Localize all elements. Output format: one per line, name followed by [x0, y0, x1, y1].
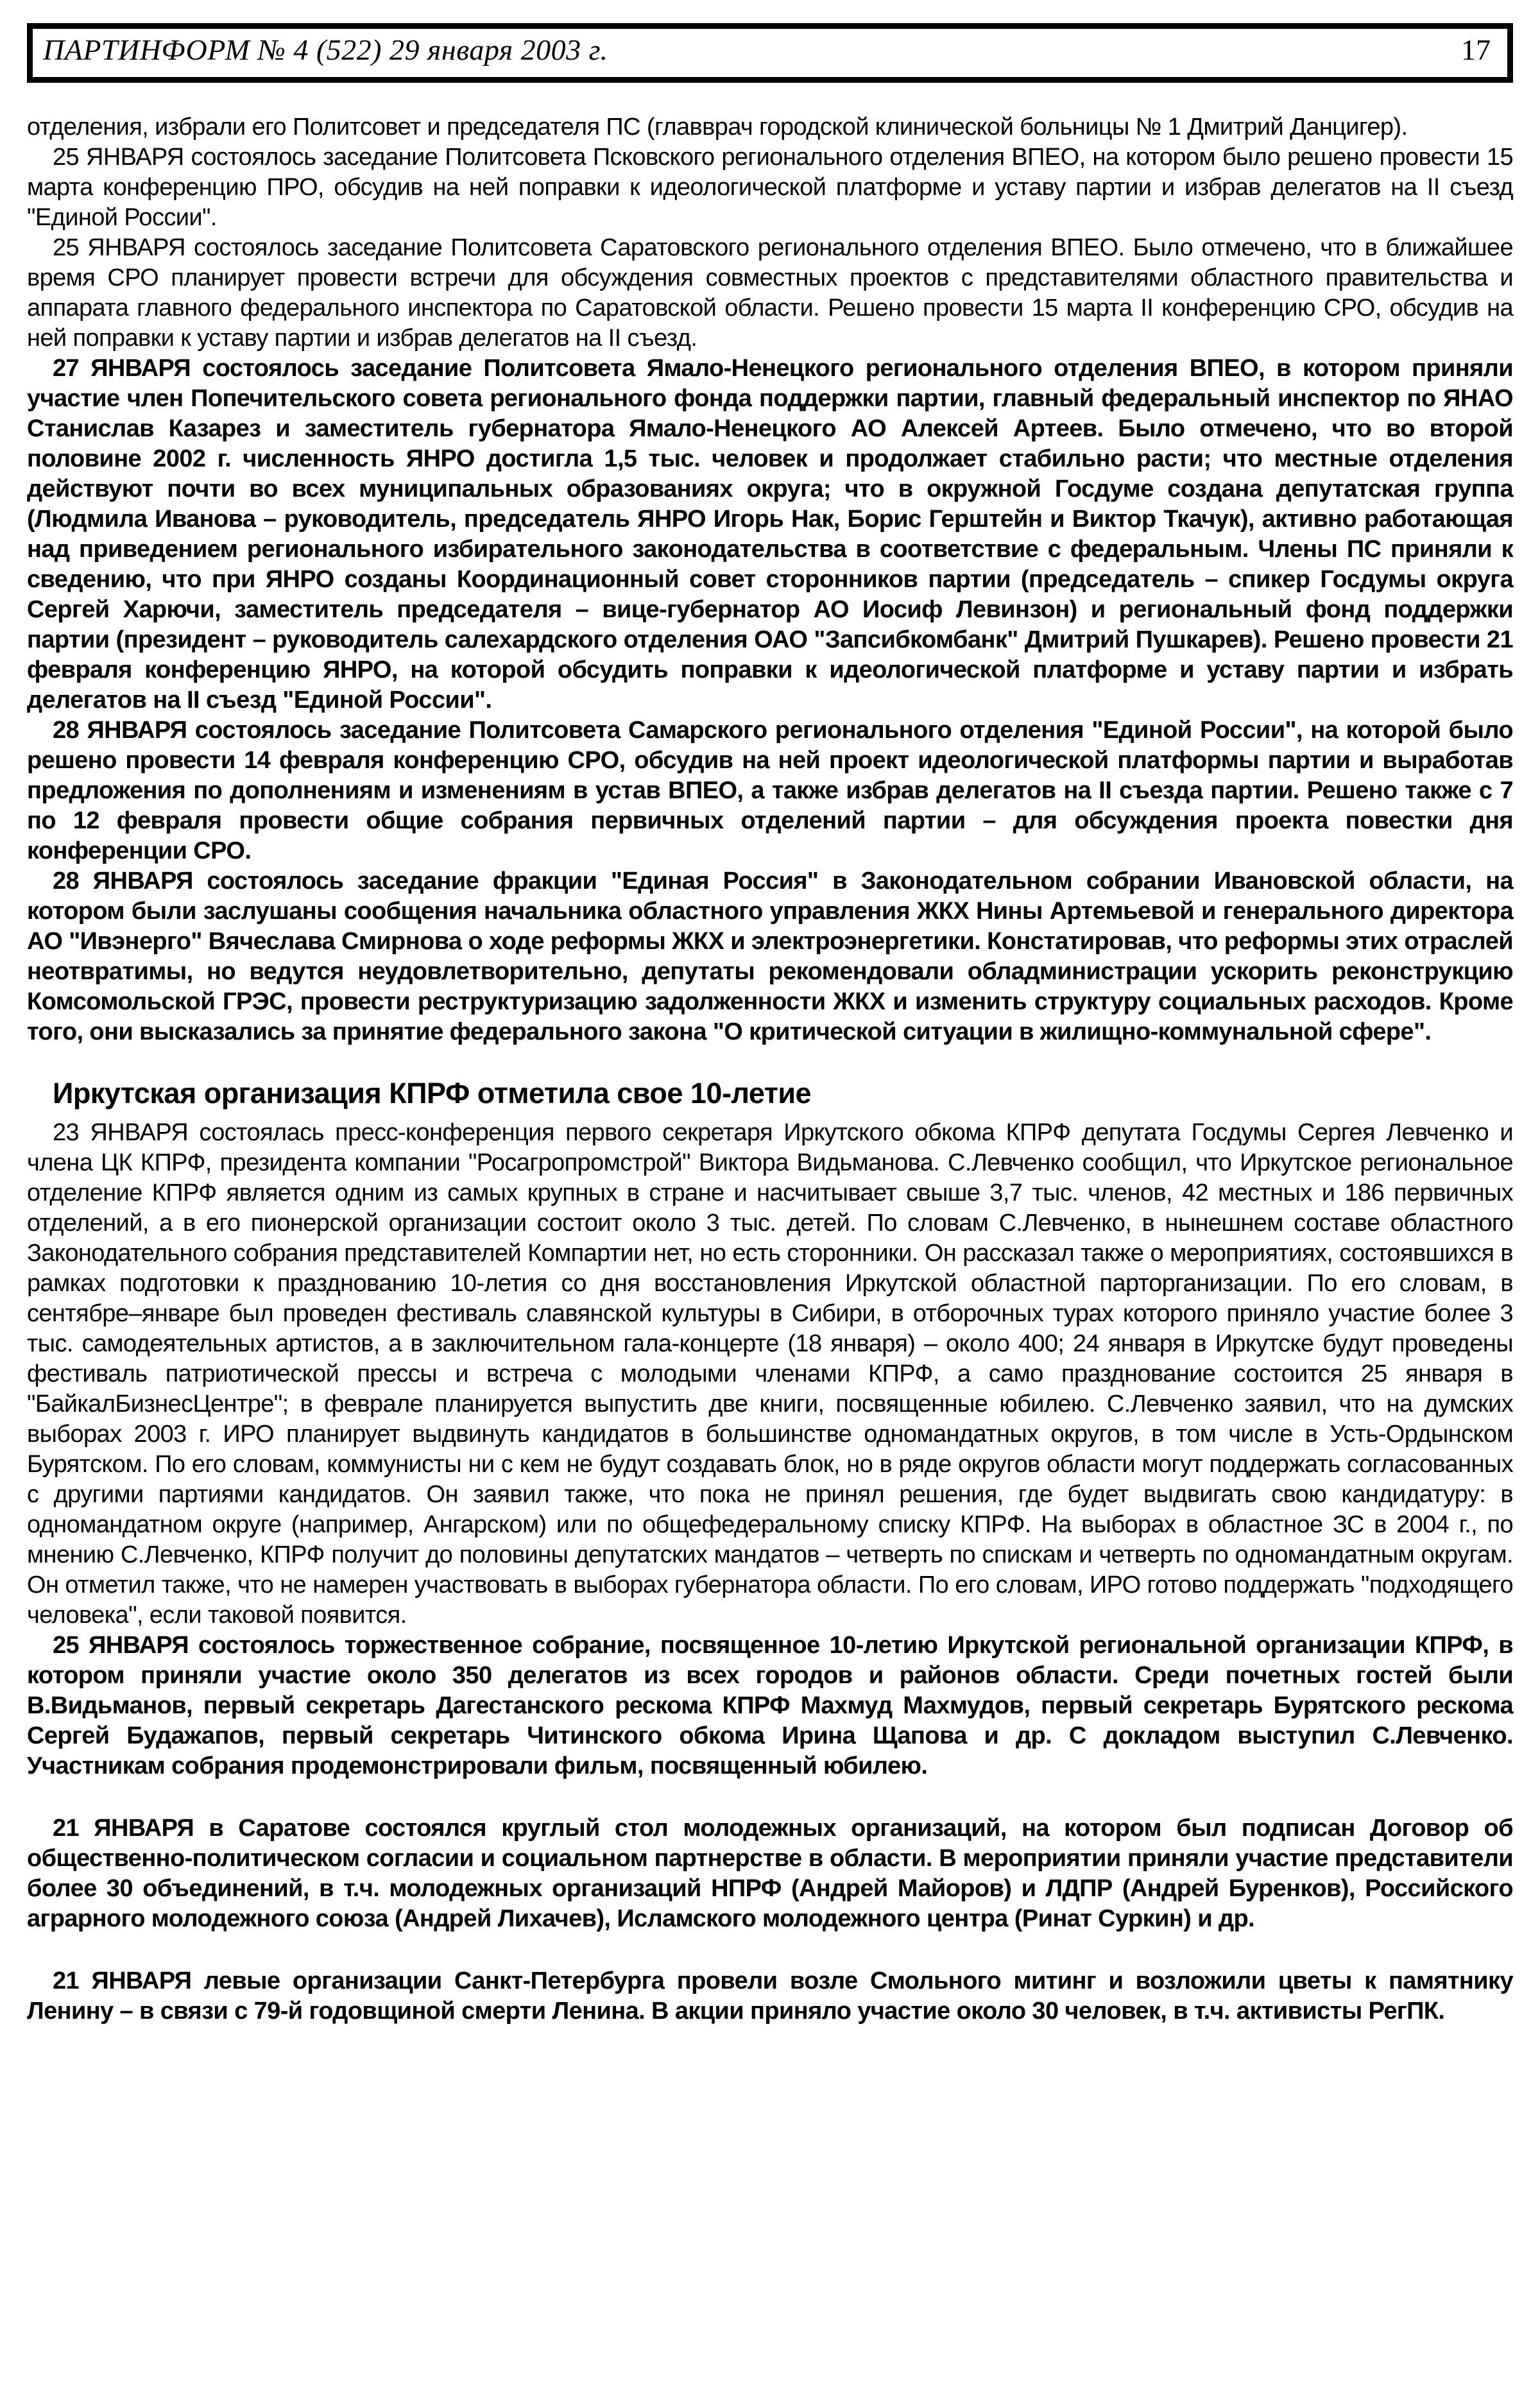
paragraph-news-item: 21 ЯНВАРЯ в Саратове состоялся круглый стол молодежных организаций, на котором был подписан Договор об общественно-политическом согласии и социальном партнерстве в области. В мероприятии приняли участие представители более 30 объединений, в т.ч. молодежных организаций НПРФ (Андрей Майоров) и ЛДПР (Андрей Буренков), Российского аграрного молодежного союза (Андрей Лихачев), Исламского молодежного центра (Ринат Суркин) и др.	[27, 1815, 1513, 1932]
paragraph-news-item: 25 ЯНВАРЯ состоялось заседание Политсовета Саратовского регионального отделения ВПЕО. Было отмечено, что в ближайшее время СРО планирует провести встречи для обсуждения совместных проектов с представителями областного правительства и аппарата главного федерального инспектора по Саратовской области. Решено провести 15 марта II конференцию СРО, обсудив на ней поправки к уставу партии и избрав делегатов на II съезд.	[27, 234, 1513, 352]
paragraph-news-item: 23 ЯНВАРЯ состоялась пресс-конференция первого секретаря Иркутского обкома КПРФ депутата Госдумы Сергея Левченко и члена ЦК КПРФ, президента компании "Росагропромстрой" Виктора Видьманова. С.Левченко сообщил, что Иркутское региональное отделение КПРФ является одним из самых крупных в стране и насчитывает свыше 3,7 тыс. членов, 42 местных и 186 первичных отделений, а в его пионерской организации состоит около 3 тыс. детей. По словам С.Левченко, в нынешнем составе областного Законодательного собрания представителей Компартии нет, но есть сторонники. Он рассказал также о мероприятиях, состоявшихся в рамках подготовки к празднованию 10-летия со дня восстановления Иркутской областной парторганизации. По его словам, в сентябре–январе был проведен фестиваль славянской культуры в Сибири, в отборочных турах которого приняло участие более 3 тыс. самодеятельных артистов, а в заключительном гала-концерте (18 января) – около 400; 24 января в Иркутске будут проведены фестиваль патриотической прессы и встреча с молодыми членами КПРФ, а само празднование состоится 25 января в "БайкалБизнесЦентре"; в феврале планируется выпустить две книги, посвященные юбилею. С.Левченко заявил, что на думских выборах 2003 г. ИРО планирует выдвинуть кандидатов в большинстве одномандатных округов, в том числе в Усть-Ордынском Бурятском. По его словам, коммунисты ни с кем не будут создавать блок, но в ряде округов области могут поддержать согласованных с другими партиями кандидатов. Он заявил также, что пока не принял решения, где будет выдвигать свою кандидатуру: в одномандатном округе (например, Ангарском) или по общефедеральному списку КПРФ. На выборах в областное ЗС в 2004 г., по мнению С.Левченко, КПРФ получит до половины депутатских мандатов – четверть по спискам и четверть по одномандатным округам. Он отметил также, что не намерен участвовать в выборах губернатора области. По его словам, ИРО готово поддержать "подходящего человека", если таковой появится.	[27, 1119, 1513, 1629]
paragraph-news-item: 25 ЯНВАРЯ состоялось торжественное собрание, посвященное 10-летию Иркутской региональной организации КПРФ, в котором приняли участие около 350 делегатов из всех городов и районов области. Среди почетных гостей были В.Видьманов, первый секретарь Дагестанского рескома КПРФ Махмуд Махмудов, первый секретарь Бурятского рескома Сергей Будажапов, первый секретарь Читинского обкома Ирина Щапова и др. С докладом выступил С.Левченко. Участникам собрания продемонстрировали фильм, посвященный юбилею.	[27, 1632, 1513, 1779]
journal-title: ПАРТИНФОРМ № 4 (522) 29 января 2003 г.	[43, 33, 608, 66]
section-heading: Иркутская организация КПРФ отметила свое 10-летие	[53, 1077, 812, 1110]
article-body	[27, 112, 1513, 2026]
paragraph-news-item: 25 ЯНВАРЯ состоялось заседание Политсовета Псковского регионального отделения ВПЕО, на котором было решено провести 15 марта конференцию ПРО, обсудив на ней поправки к идеологической платформе и уставу партии и избрав делегатов на II съезд "Единой России".	[27, 144, 1513, 231]
paragraph-news-item: 28 ЯНВАРЯ состоялось заседание фракции "Единая Россия" в Законодательном собрании Ивановской области, на котором были заслушаны сообщения начальника областного управления ЖКХ Нины Артемьевой и генерального директора АО "Ивэнерго" Вячеслава Смирнова о ходе реформы ЖКХ и электроэнергетики. Констатировав, что реформы этих отраслей неотвратимы, но ведутся неудовлетворительно, депутаты рекомендовали обладминистрации ускорить реконструкцию Комсомольской ГРЭС, провести реструктуризацию задолженности ЖКХ и изменить структуру социальных расходов. Кроме того, они высказались за принятие федерального закона "О критической ситуации в жилищно-коммунальной сфере".	[27, 868, 1513, 1045]
paragraph-continuation: отделения, избрали его Политсовет и председателя ПС (главврач городской клинической больницы № 1 Дмитрий Данцигер).	[27, 114, 1408, 141]
paragraph-news-item: 21 ЯНВАРЯ левые организации Санкт-Петербурга провели возле Смольного митинг и возложили цветы к памятнику Ленину – в связи с 79-й годовщиной смерти Ленина. В акции приняло участие около 30 человек, в т.ч. активисты РегПК.	[27, 1967, 1513, 2025]
page-number: 17	[1461, 33, 1491, 66]
paragraph-news-item: 28 ЯНВАРЯ состоялось заседание Политсовета Самарского регионального отделения "Единой России", на которой было решено провести 14 февраля конференцию СРО, обсудив на ней проект идеологической платформы партии и выработав предложения по дополнениям и изменениям в устав ВПЕО, а также избрав делегатов на II съезда партии. Решено также с 7 по 12 февраля провести общие собрания первичных отделений партии – для обсуждения проекта повестки дня конференции СРО.	[27, 717, 1513, 864]
running-header	[27, 23, 1513, 83]
paragraph-news-item: 27 ЯНВАРЯ состоялось заседание Политсовета Ямало-Ненецкого регионального отделения ВПЕО, в котором приняли участие член Попечительского совета регионального фонда поддержки партии, главный федеральный инспектор по ЯНАО Станислав Казарез и заместитель губернатора Ямало-Ненецкого АО Алексей Артеев. Было отмечено, что во второй половине 2002 г. численность ЯНРО достигла 1,5 тыс. человек и продолжает стабильно расти; что местные отделения действуют почти во всех муниципальных образованиях округа; что в окружной Госдуме создана депутатская группа (Людмила Иванова – руководитель, председатель ЯНРО Игорь Нак, Борис Герштейн и Виктор Ткачук), активно работающая над приведением регионального избирательного законодательства в соответствие с федеральным. Члены ПС приняли к сведению, что при ЯНРО созданы Координационный совет сторонников партии (председатель – спикер Госдумы округа Сергей Харючи, заместитель председателя – вице-губернатор АО Иосиф Левинзон) и региональный фонд поддержки партии (президент – руководитель салехардского отделения ОАО "Запсибкомбанк" Дмитрий Пушкарев). Решено провести 21 февраля конференцию ЯНРО, на которой обсудить поправки к идеологической платформе и уставу партии и избрать делегатов на II съезд "Единой России".	[27, 355, 1513, 714]
